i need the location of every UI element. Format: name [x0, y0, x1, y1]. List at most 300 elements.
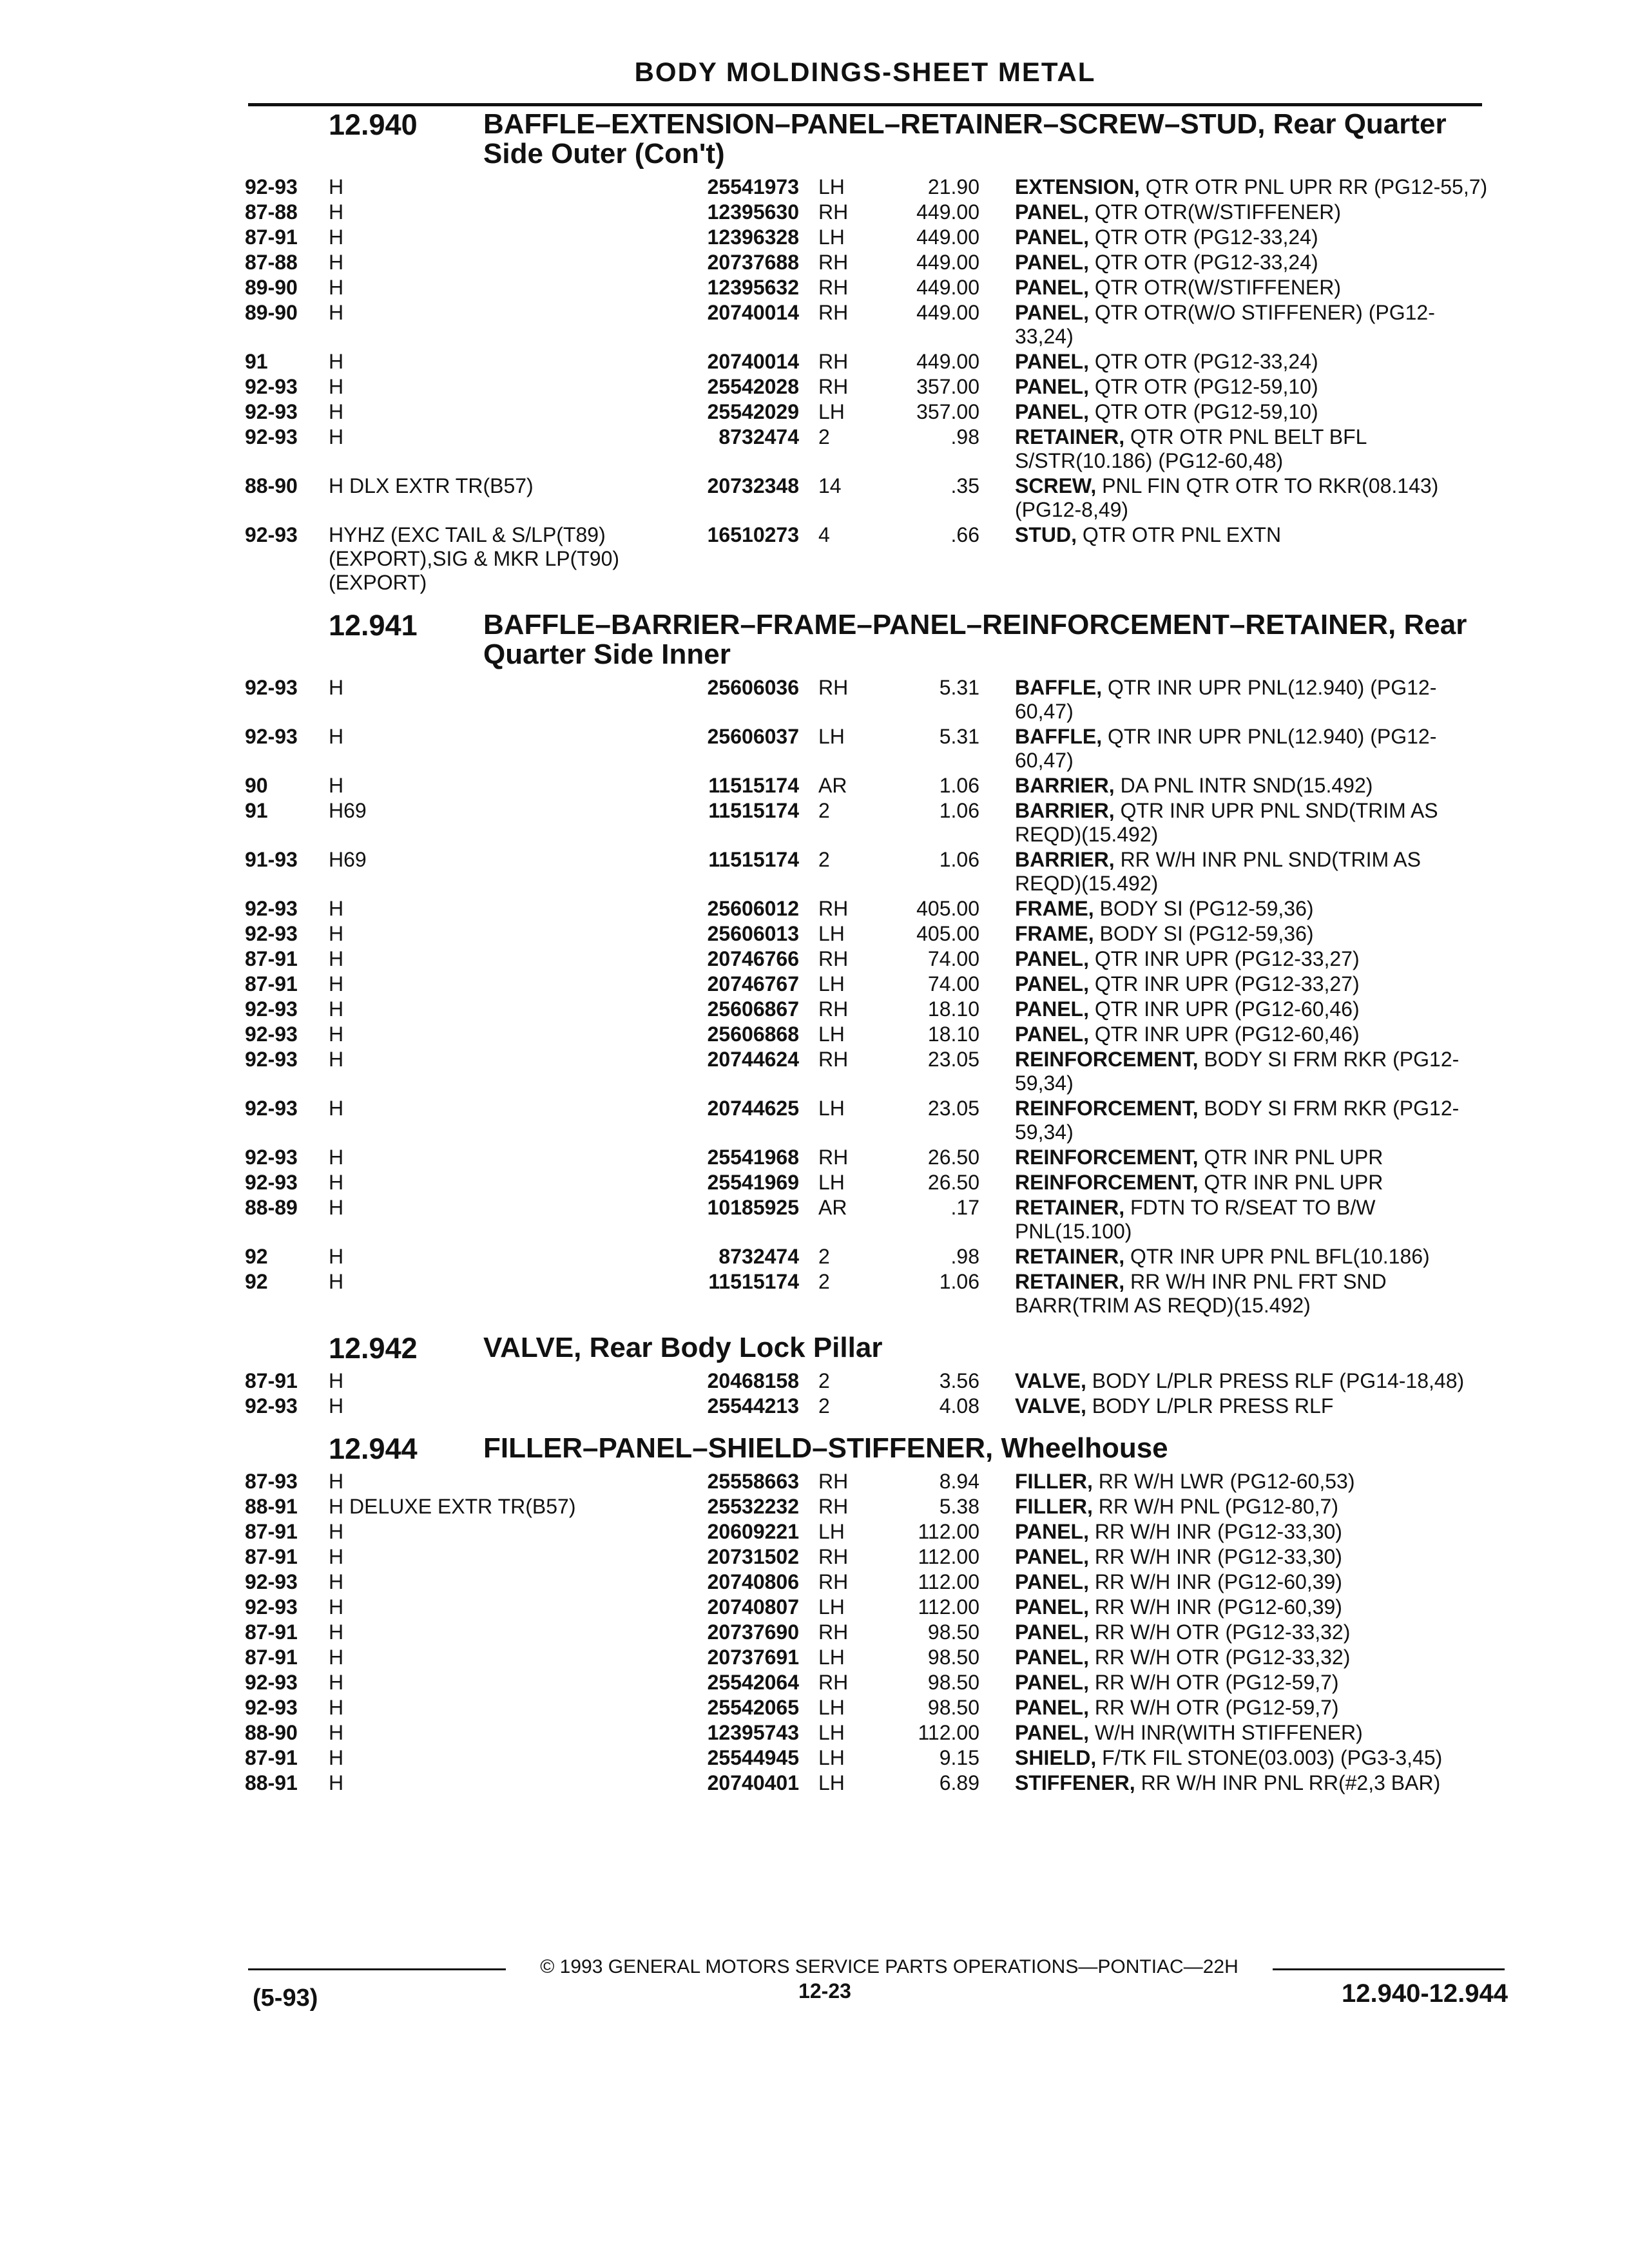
- quantity: 2: [818, 425, 830, 448]
- description-detail: QTR INR PNL UPR: [1198, 1146, 1383, 1169]
- part-row: [245, 922, 1501, 946]
- quantity: RH: [818, 375, 849, 398]
- model-year: 88-89: [245, 1196, 298, 1219]
- model-year: 92-93: [245, 1394, 298, 1418]
- description-detail: QTR INR PNL UPR: [1198, 1171, 1383, 1194]
- description: [1015, 1171, 1492, 1195]
- description-noun: BARRIER,: [1015, 799, 1115, 822]
- description-noun: PANEL,: [1015, 1721, 1089, 1744]
- description: [1015, 1570, 1492, 1594]
- model-year: 92-93: [245, 897, 298, 920]
- part-row: [245, 774, 1501, 798]
- quantity: LH: [818, 1721, 845, 1744]
- part-row: [245, 1470, 1501, 1494]
- part-number: 25542028: [707, 375, 799, 398]
- description: [1015, 350, 1492, 374]
- price: 449.00: [916, 276, 979, 299]
- quantity: RH: [818, 1146, 849, 1169]
- application: H: [329, 301, 344, 324]
- description-detail: QTR OTR (PG12-33,24): [1088, 251, 1318, 274]
- description: [1015, 1595, 1492, 1619]
- price: 357.00: [916, 375, 979, 398]
- part-row: [245, 425, 1501, 473]
- part-number: 25541973: [707, 175, 799, 198]
- quantity: 2: [818, 1270, 830, 1293]
- part-number: 12395632: [707, 276, 799, 299]
- description: [1015, 1097, 1492, 1144]
- quantity: LH: [818, 1097, 845, 1120]
- description-detail: QTR OTR PNL BELT BFL S/STR(10.186) (PG12-60,48): [1015, 425, 1373, 472]
- model-year: 87-88: [245, 251, 298, 274]
- quantity: RH: [818, 301, 849, 324]
- model-year: 87-91: [245, 1746, 298, 1769]
- part-number: 25558663: [707, 1470, 799, 1493]
- part-row: [245, 1171, 1501, 1195]
- part-row: [245, 175, 1501, 199]
- description-noun: PANEL,: [1015, 400, 1089, 423]
- description: [1015, 922, 1492, 946]
- section-title: FILLER–PANEL–SHIELD–STIFFENER, Wheelhouse: [483, 1432, 1168, 1464]
- description: [1015, 1146, 1492, 1169]
- description-detail: QTR OTR(W/STIFFENER): [1088, 276, 1342, 299]
- part-row: [245, 1369, 1501, 1393]
- quantity: 2: [818, 1394, 830, 1418]
- part-number: 20468158: [707, 1369, 799, 1392]
- model-year: 92-93: [245, 1023, 298, 1046]
- description-noun: FRAME,: [1015, 897, 1094, 920]
- description-noun: EXTENSION,: [1015, 175, 1140, 198]
- part-row: [245, 1394, 1501, 1418]
- description-detail: F/TK FIL STONE(03.003) (PG3-3,45): [1096, 1746, 1443, 1769]
- part-row: [245, 676, 1501, 724]
- part-row: [245, 1570, 1501, 1594]
- model-year: 92-93: [245, 1048, 298, 1071]
- application: H: [329, 425, 344, 448]
- description: [1015, 301, 1492, 349]
- page-header: [248, 57, 1482, 106]
- description: [1015, 1369, 1492, 1393]
- application: H DELUXE EXTR TR(B57): [329, 1495, 576, 1518]
- part-row: [245, 1620, 1501, 1644]
- price: 1.06: [939, 774, 979, 797]
- price: 112.00: [918, 1545, 979, 1568]
- price: 9.15: [939, 1746, 979, 1769]
- application: H: [329, 676, 344, 699]
- description: [1015, 226, 1492, 249]
- description-detail: RR W/H INR PNL FRT SND BARR(TRIM AS REQD)(15.492): [1015, 1270, 1393, 1317]
- description-noun: BAFFLE,: [1015, 725, 1103, 748]
- model-year: 87-91: [245, 1620, 298, 1644]
- description-noun: PANEL,: [1015, 200, 1089, 224]
- quantity: LH: [818, 226, 845, 249]
- part-number: 8732474: [718, 1245, 799, 1268]
- description: [1015, 1048, 1492, 1095]
- quantity: AR: [818, 774, 847, 797]
- part-row: [245, 1097, 1501, 1144]
- description: [1015, 676, 1492, 724]
- description-noun: PANEL,: [1015, 1595, 1089, 1619]
- application: H: [329, 175, 344, 198]
- part-number: 20740014: [707, 301, 799, 324]
- application: H: [329, 251, 344, 274]
- description-noun: PANEL,: [1015, 226, 1089, 249]
- price: .66: [950, 523, 979, 546]
- price: 405.00: [916, 897, 979, 920]
- quantity: LH: [818, 1771, 845, 1794]
- description-detail: QTR INR UPR PNL(12.940) (PG12-60,47): [1015, 676, 1437, 723]
- section-number: 12.942: [329, 1332, 418, 1365]
- description-detail: RR W/H OTR (PG12-59,7): [1088, 1671, 1339, 1694]
- part-row: [245, 474, 1501, 522]
- application: H: [329, 276, 344, 299]
- price: 405.00: [916, 922, 979, 945]
- price: 98.50: [927, 1671, 979, 1694]
- model-year: 87-91: [245, 1646, 298, 1669]
- quantity: LH: [818, 175, 845, 198]
- part-row: [245, 251, 1501, 274]
- part-number: 20740014: [707, 350, 799, 373]
- application: H: [329, 1146, 344, 1169]
- description-detail: RR W/H OTR (PG12-33,32): [1088, 1620, 1351, 1644]
- application: H DLX EXTR TR(B57): [329, 474, 534, 497]
- description: [1015, 725, 1492, 773]
- application: H: [329, 774, 344, 797]
- part-row: [245, 1671, 1501, 1695]
- application: H: [329, 922, 344, 945]
- price: 23.05: [927, 1097, 979, 1120]
- price: .98: [950, 425, 979, 448]
- model-year: 92: [245, 1270, 268, 1293]
- model-year: 87-91: [245, 226, 298, 249]
- model-year: 92-93: [245, 1696, 298, 1719]
- part-row: [245, 1245, 1501, 1269]
- application: H: [329, 725, 344, 748]
- description-detail: BODY SI FRM RKR (PG12-59,34): [1015, 1097, 1460, 1144]
- price: 5.31: [939, 725, 979, 748]
- part-row: [245, 1721, 1501, 1745]
- part-row: [245, 1146, 1501, 1169]
- section-number: 12.940: [329, 108, 418, 141]
- price: 18.10: [927, 997, 979, 1021]
- model-year: 92-93: [245, 676, 298, 699]
- description-detail: QTR OTR (PG12-33,24): [1088, 350, 1318, 373]
- description-noun: PANEL,: [1015, 251, 1089, 274]
- quantity: RH: [818, 1048, 849, 1071]
- price: 449.00: [916, 200, 979, 224]
- description-detail: QTR OTR(W/O STIFFENER) (PG12-33,24): [1015, 301, 1435, 348]
- model-year: 92-93: [245, 922, 298, 945]
- part-number: 25541968: [707, 1146, 799, 1169]
- application: H: [329, 1369, 344, 1392]
- description-noun: PANEL,: [1015, 301, 1089, 324]
- model-year: 91: [245, 350, 268, 373]
- section-12-942: [245, 1332, 1501, 1419]
- quantity: LH: [818, 1646, 845, 1669]
- part-number: 11515174: [708, 799, 799, 822]
- description: [1015, 799, 1492, 847]
- description-detail: BODY SI FRM RKR (PG12-59,34): [1015, 1048, 1460, 1095]
- quantity: LH: [818, 1746, 845, 1769]
- description-detail: RR W/H INR (PG12-60,39): [1088, 1570, 1342, 1593]
- description-detail: QTR OTR (PG12-59,10): [1088, 400, 1318, 423]
- part-number: 20737688: [707, 251, 799, 274]
- quantity: LH: [818, 972, 845, 995]
- part-row: [245, 1270, 1501, 1318]
- description-detail: RR W/H OTR (PG12-59,7): [1088, 1696, 1339, 1719]
- catalog-body: [245, 108, 1501, 1796]
- description-detail: RR W/H OTR (PG12-33,32): [1088, 1646, 1351, 1669]
- model-year: 92-93: [245, 1146, 298, 1169]
- price: 112.00: [918, 1520, 979, 1543]
- model-year: 89-90: [245, 301, 298, 324]
- description-noun: RETAINER,: [1015, 1196, 1125, 1219]
- application: H: [329, 1245, 344, 1268]
- description: [1015, 474, 1492, 522]
- application: H: [329, 1394, 344, 1418]
- description-noun: VALVE,: [1015, 1369, 1086, 1392]
- price: 1.06: [939, 1270, 979, 1293]
- description-detail: QTR INR UPR (PG12-60,46): [1088, 1023, 1360, 1046]
- description-noun: BARRIER,: [1015, 774, 1115, 797]
- description-detail: QTR OTR (PG12-33,24): [1088, 226, 1318, 249]
- description-noun: PANEL,: [1015, 947, 1089, 970]
- description: [1015, 375, 1492, 399]
- description: [1015, 1023, 1492, 1046]
- price: 26.50: [927, 1146, 979, 1169]
- description-detail: QTR OTR PNL UPR RR (PG12-55,7): [1139, 175, 1488, 198]
- description: [1015, 848, 1492, 896]
- model-year: 92-93: [245, 725, 298, 748]
- quantity: RH: [818, 1545, 849, 1568]
- part-row: [245, 400, 1501, 424]
- quantity: RH: [818, 1671, 849, 1694]
- quantity: 2: [818, 848, 830, 871]
- description-detail: W/H INR(WITH STIFFENER): [1088, 1721, 1363, 1744]
- application: H: [329, 375, 344, 398]
- description: [1015, 1394, 1492, 1418]
- description-noun: FRAME,: [1015, 922, 1094, 945]
- model-year: 92-93: [245, 375, 298, 398]
- model-year: 92-93: [245, 425, 298, 448]
- description-detail: RR W/H INR (PG12-33,30): [1088, 1520, 1342, 1543]
- model-year: 92-93: [245, 1171, 298, 1194]
- price: 449.00: [916, 301, 979, 324]
- application: H: [329, 1270, 344, 1293]
- part-number: 25544945: [707, 1746, 799, 1769]
- part-row: [245, 1771, 1501, 1795]
- model-year: 87-91: [245, 1545, 298, 1568]
- quantity: RH: [818, 1620, 849, 1644]
- footer-page-number: 12-23: [798, 1979, 851, 2003]
- model-year: 88-90: [245, 1721, 298, 1744]
- price: 112.00: [918, 1570, 979, 1593]
- part-row: [245, 972, 1501, 996]
- price: 6.89: [939, 1771, 979, 1794]
- quantity: RH: [818, 1470, 849, 1493]
- description: [1015, 1721, 1492, 1745]
- model-year: 88-90: [245, 474, 298, 497]
- application: H: [329, 1570, 344, 1593]
- quantity: RH: [818, 251, 849, 274]
- price: 8.94: [939, 1470, 979, 1493]
- section-title: BAFFLE–BARRIER–FRAME–PANEL–REINFORCEMENT–RETAINER, Rear Quarter Side Inner: [483, 609, 1467, 670]
- description-detail: QTR OTR (PG12-59,10): [1088, 375, 1318, 398]
- description-noun: VALVE,: [1015, 1394, 1086, 1418]
- quantity: 14: [818, 474, 842, 497]
- quantity: RH: [818, 1495, 849, 1518]
- quantity: LH: [818, 1023, 845, 1046]
- part-number: 20737690: [707, 1620, 799, 1644]
- price: 449.00: [916, 350, 979, 373]
- model-year: 87-91: [245, 1520, 298, 1543]
- application: H: [329, 1620, 344, 1644]
- application: H69: [329, 799, 367, 822]
- description-detail: QTR INR UPR (PG12-60,46): [1088, 997, 1360, 1021]
- price: 23.05: [927, 1048, 979, 1071]
- description: [1015, 1620, 1492, 1644]
- description-noun: STUD,: [1015, 523, 1077, 546]
- part-number: 11515174: [708, 848, 799, 871]
- description: [1015, 972, 1492, 996]
- description-detail: QTR OTR(W/STIFFENER): [1088, 200, 1342, 224]
- price: 5.38: [939, 1495, 979, 1518]
- model-year: 88-91: [245, 1495, 298, 1518]
- description-noun: PANEL,: [1015, 1646, 1089, 1669]
- footer-date: (5-93): [253, 1984, 318, 2012]
- quantity: RH: [818, 1570, 849, 1593]
- model-year: 92-93: [245, 1097, 298, 1120]
- description-noun: REINFORCEMENT,: [1015, 1146, 1199, 1169]
- quantity: RH: [818, 276, 849, 299]
- quantity: RH: [818, 997, 849, 1021]
- price: 21.90: [927, 175, 979, 198]
- application: H: [329, 972, 344, 995]
- footer-section-range: 12.940-12.944: [1341, 1979, 1508, 2008]
- model-year: 92-93: [245, 1595, 298, 1619]
- model-year: 88-91: [245, 1771, 298, 1794]
- price: 449.00: [916, 226, 979, 249]
- description: [1015, 947, 1492, 971]
- footer-rule-left: [248, 1968, 506, 1970]
- part-number: 20746767: [707, 972, 799, 995]
- quantity: 2: [818, 1245, 830, 1268]
- part-row: [245, 848, 1501, 896]
- application: H: [329, 226, 344, 249]
- model-year: 90: [245, 774, 268, 797]
- description: [1015, 897, 1492, 921]
- quantity: RH: [818, 947, 849, 970]
- description: [1015, 1671, 1492, 1695]
- description-noun: FILLER,: [1015, 1470, 1093, 1493]
- application: H: [329, 200, 344, 224]
- part-number: 8732474: [718, 425, 799, 448]
- part-row: [245, 1746, 1501, 1770]
- price: 449.00: [916, 251, 979, 274]
- quantity: LH: [818, 400, 845, 423]
- description-detail: RR W/H INR PNL SND(TRIM AS REQD)(15.492): [1015, 848, 1427, 895]
- description-detail: QTR OTR PNL EXTN: [1077, 523, 1282, 546]
- description-detail: QTR INR UPR (PG12-33,27): [1088, 947, 1360, 970]
- part-number: 20732348: [707, 474, 799, 497]
- price: 18.10: [927, 1023, 979, 1046]
- description-noun: PANEL,: [1015, 997, 1089, 1021]
- description: [1015, 1270, 1492, 1318]
- description-detail: RR W/H INR PNL RR(#2,3 BAR): [1135, 1771, 1441, 1794]
- description-noun: PANEL,: [1015, 1570, 1089, 1593]
- page-title: BODY MOLDINGS-SHEET METAL: [634, 57, 1096, 87]
- part-number: 20740401: [707, 1771, 799, 1794]
- part-number: 25542065: [707, 1696, 799, 1719]
- part-row: [245, 1520, 1501, 1544]
- description-noun: PANEL,: [1015, 1620, 1089, 1644]
- part-number: 16510273: [707, 523, 799, 546]
- description: [1015, 1696, 1492, 1720]
- part-row: [245, 200, 1501, 224]
- description: [1015, 425, 1492, 473]
- quantity: LH: [818, 922, 845, 945]
- description-detail: BODY L/PLR PRESS RLF: [1086, 1394, 1334, 1418]
- description-detail: QTR INR UPR PNL SND(TRIM AS REQD)(15.492): [1015, 799, 1444, 846]
- price: 1.06: [939, 848, 979, 871]
- description: [1015, 1520, 1492, 1544]
- description: [1015, 175, 1492, 199]
- application: H: [329, 997, 344, 1021]
- application: H: [329, 1470, 344, 1493]
- description: [1015, 400, 1492, 424]
- model-year: 87-91: [245, 972, 298, 995]
- description-detail: BODY SI (PG12-59,36): [1094, 897, 1314, 920]
- description-detail: RR W/H PNL (PG12-80,7): [1092, 1495, 1338, 1518]
- part-row: [245, 1696, 1501, 1720]
- quantity: 4: [818, 523, 830, 546]
- application: H: [329, 1721, 344, 1744]
- section-number: 12.944: [329, 1432, 418, 1465]
- description-noun: FILLER,: [1015, 1495, 1093, 1518]
- price: 26.50: [927, 1171, 979, 1194]
- section-title: VALVE, Rear Body Lock Pillar: [483, 1332, 883, 1363]
- description-detail: BODY SI (PG12-59,36): [1094, 922, 1314, 945]
- description: [1015, 1646, 1492, 1669]
- description-detail: RR W/H LWR (PG12-60,53): [1092, 1470, 1355, 1493]
- description-noun: SCREW,: [1015, 474, 1097, 497]
- part-number: 20746766: [707, 947, 799, 970]
- model-year: 92: [245, 1245, 268, 1268]
- application: H: [329, 350, 344, 373]
- part-row: [245, 1196, 1501, 1244]
- description-noun: PANEL,: [1015, 350, 1089, 373]
- part-number: 20740807: [707, 1595, 799, 1619]
- model-year: 91-93: [245, 848, 298, 871]
- part-row: [245, 1048, 1501, 1095]
- price: .17: [950, 1196, 979, 1219]
- part-row: [245, 276, 1501, 300]
- part-number: 25606037: [707, 725, 799, 748]
- price: .98: [950, 1245, 979, 1268]
- description: [1015, 1196, 1492, 1244]
- price: 112.00: [918, 1595, 979, 1619]
- price: 4.08: [939, 1394, 979, 1418]
- application: H: [329, 400, 344, 423]
- description-noun: RETAINER,: [1015, 1270, 1125, 1293]
- quantity: RH: [818, 676, 849, 699]
- part-row: [245, 947, 1501, 971]
- description: [1015, 1545, 1492, 1569]
- part-number: 25606867: [707, 997, 799, 1021]
- price: 357.00: [916, 400, 979, 423]
- price: 3.56: [939, 1369, 979, 1392]
- part-number: 11515174: [708, 774, 799, 797]
- part-number: 25541969: [707, 1171, 799, 1194]
